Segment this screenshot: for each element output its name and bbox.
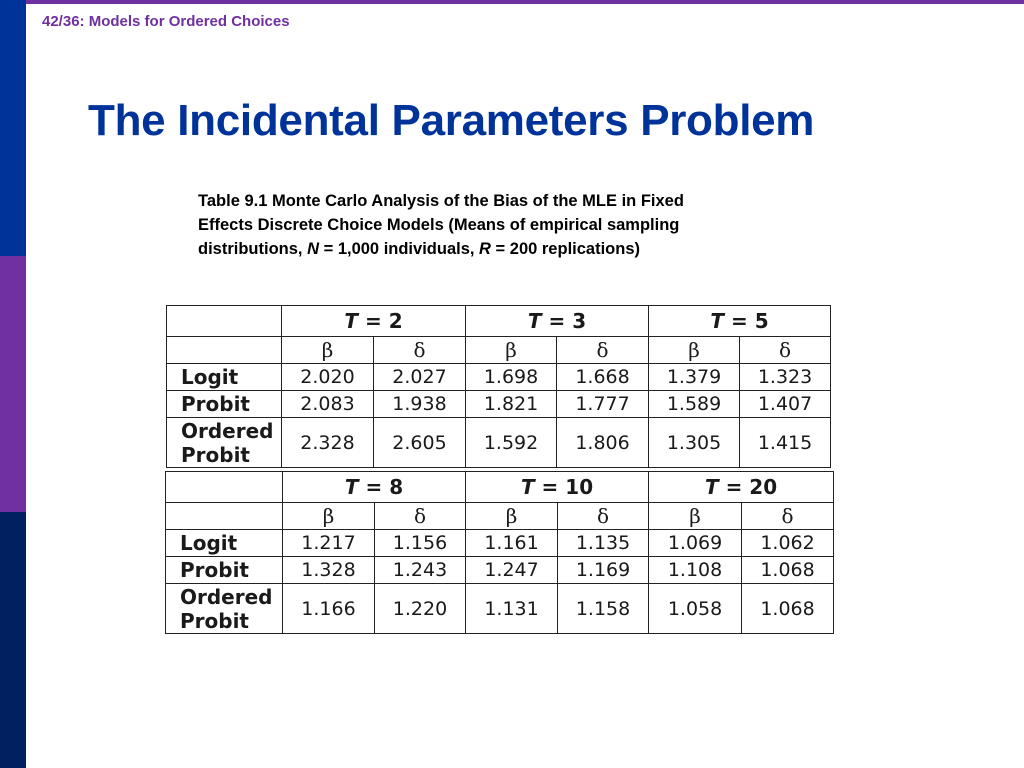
table-cell: 2.083: [282, 391, 374, 418]
table-cell: 1.220: [375, 584, 466, 634]
delta-header: δ: [375, 503, 466, 530]
row-label-ordered-probit: Ordered Probit: [167, 418, 282, 468]
table-cell: 1.062: [742, 530, 834, 557]
delta-header: δ: [557, 337, 649, 364]
table-cell: 1.668: [557, 364, 649, 391]
table-cell: 1.379: [649, 364, 740, 391]
caption-line-3: distributions, N = 1,000 individuals, R = 200 replications): [198, 240, 640, 258]
beta-header: β: [649, 337, 740, 364]
monte-carlo-table-1: [166, 305, 831, 468]
row-label-logit: Logit: [166, 530, 283, 557]
caption-line-1: Table 9.1 Monte Carlo Analysis of the Bias of the MLE in Fixed: [198, 192, 684, 210]
table-cell: 1.069: [649, 530, 742, 557]
table-cell: 1.169: [558, 557, 649, 584]
table-row-probit: [167, 391, 831, 418]
table-row-ordered-probit: [167, 418, 831, 468]
group-header-t5: T = 5: [649, 306, 831, 337]
beta-header: β: [282, 337, 374, 364]
delta-header: δ: [374, 337, 466, 364]
table-cell: 1.068: [742, 557, 834, 584]
side-bar-navy: [0, 512, 26, 768]
table-cell: 1.131: [466, 584, 558, 634]
table-cell: 1.821: [466, 391, 557, 418]
beta-header: β: [466, 337, 557, 364]
delta-header: δ: [742, 503, 834, 530]
row-label-ordered-probit: Ordered Probit: [166, 584, 283, 634]
table-cell: 1.806: [557, 418, 649, 468]
table-row-ordered-probit: [166, 584, 834, 634]
row-label-logit: Logit: [167, 364, 282, 391]
table-cell: 1.938: [374, 391, 466, 418]
table-cell: 1.158: [558, 584, 649, 634]
group-header-t3: T = 3: [466, 306, 649, 337]
top-accent-bar: [0, 0, 1024, 4]
table-cell: 1.323: [740, 364, 831, 391]
table-cell: 1.589: [649, 391, 740, 418]
table-row: [167, 337, 831, 364]
table-cell: 1.058: [649, 584, 742, 634]
blank-cell: [166, 503, 283, 530]
table-row: [167, 306, 831, 337]
table-cell: 1.592: [466, 418, 557, 468]
table-row: [166, 472, 834, 503]
table-cell: 1.161: [466, 530, 558, 557]
group-header-t20: T = 20: [649, 472, 834, 503]
table-cell: 2.027: [374, 364, 466, 391]
table-cell: 1.135: [558, 530, 649, 557]
side-bar-blue: [0, 0, 26, 256]
table-cell: 1.166: [283, 584, 375, 634]
row-label-probit: Probit: [166, 557, 283, 584]
table-cell: 1.305: [649, 418, 740, 468]
table-cell: 1.243: [375, 557, 466, 584]
table-cell: 1.328: [283, 557, 375, 584]
table-cell: 2.328: [282, 418, 374, 468]
table-cell: 1.698: [466, 364, 557, 391]
table-row-logit: [167, 364, 831, 391]
delta-header: δ: [558, 503, 649, 530]
corner-cell: [167, 306, 282, 337]
side-bar-purple: [0, 256, 26, 512]
caption-line-2: Effects Discrete Choice Models (Means of empirical sampling: [198, 216, 680, 234]
monte-carlo-table-2: [165, 471, 834, 634]
table-cell: 1.247: [466, 557, 558, 584]
group-header-t8: T = 8: [283, 472, 466, 503]
table-cell: 2.020: [282, 364, 374, 391]
slide-header: 42/36: Models for Ordered Choices: [42, 13, 290, 30]
table-row: [166, 503, 834, 530]
table-cell: 1.108: [649, 557, 742, 584]
table-cell: 1.068: [742, 584, 834, 634]
blank-cell: [167, 337, 282, 364]
slide-title: The Incidental Parameters Problem: [88, 96, 815, 145]
table-cell: 1.217: [283, 530, 375, 557]
beta-header: β: [466, 503, 558, 530]
table-cell: 2.605: [374, 418, 466, 468]
table-row-probit: [166, 557, 834, 584]
group-header-t10: T = 10: [466, 472, 649, 503]
row-label-probit: Probit: [167, 391, 282, 418]
corner-cell: [166, 472, 283, 503]
group-header-t2: T = 2: [282, 306, 466, 337]
delta-header: δ: [740, 337, 831, 364]
beta-header: β: [649, 503, 742, 530]
table-cell: 1.156: [375, 530, 466, 557]
table-cell: 1.415: [740, 418, 831, 468]
table-cell: 1.407: [740, 391, 831, 418]
table-cell: 1.777: [557, 391, 649, 418]
beta-header: β: [283, 503, 375, 530]
table-row-logit: [166, 530, 834, 557]
table-caption: [198, 189, 838, 261]
